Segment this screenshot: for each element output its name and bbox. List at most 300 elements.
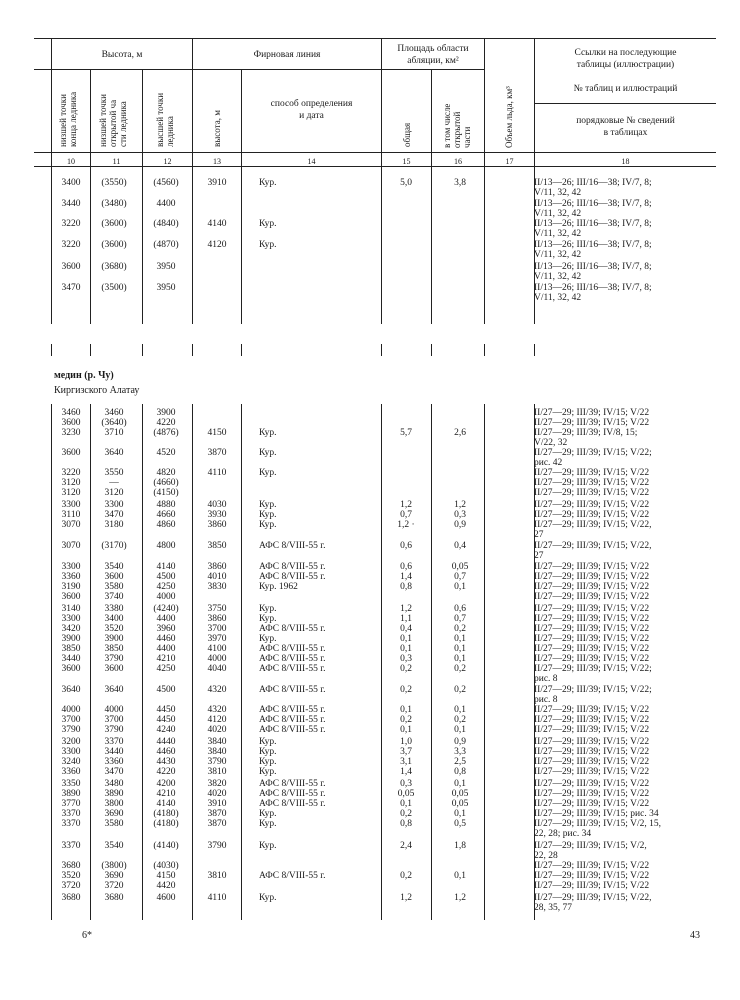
cell-f: 0,6 [400,562,412,572]
cell-a: 3370 [61,809,81,819]
body-vline [241,166,242,324]
cell-d: 3860 [207,562,227,572]
cell-r: II/13—26; III/16—38; IV/7, 8; V/11, 32, 42 [534,240,652,260]
cell-c: 3950 [156,262,176,272]
cell-d: 3860 [207,520,227,530]
cell-r: II/27—29; III/39; IV/15; V/22 [534,871,650,881]
firn-method-header: способ определения и дата [270,99,353,121]
cell-e: АФС 8/VIII-55 г. [259,541,326,551]
body-vline [431,166,432,324]
cell-d: 3700 [207,624,227,634]
cell-c: 4210 [156,654,176,664]
cell-b: 3600 [104,664,124,674]
column-number: 17 [505,157,514,166]
cell-b: — [109,478,119,488]
cell-b: 3790 [104,654,124,664]
cell-e: Кур. 1962 [259,582,298,592]
cell-r: II/27—29; III/39; IV/15; V/22 [534,799,650,809]
cell-g: 0,9 [454,520,466,530]
cell-g: 0,1 [454,809,466,819]
cell-b: 3790 [104,725,124,735]
cell-d: 3910 [207,178,227,188]
cell-r: II/27—29; III/39; IV/15; V/22 [534,715,650,725]
cell-a: 3370 [61,819,81,829]
cell-a: 3790 [61,725,81,735]
cell-c: 4520 [156,448,176,458]
cell-a: 3230 [61,428,81,438]
cell-a: 3070 [61,520,81,530]
cell-f: 2,4 [400,841,412,851]
cell-a: 3070 [61,541,81,551]
cell-g: 1,2 [454,500,466,510]
cell-b: (3500) [101,283,127,293]
body-vline [484,166,485,324]
cell-g: 0,1 [454,644,466,654]
body-vline [192,404,193,920]
cell-b: 3300 [104,500,124,510]
firn-height-header: высота, м [212,110,222,147]
cell-e: Кур. [259,500,277,510]
cell-d: 3840 [207,747,227,757]
cell-c: (4560) [153,178,179,188]
header-vline [90,69,91,166]
cell-d: 4000 [207,654,227,664]
cell-c: 4200 [156,779,176,789]
cell-a: 3220 [61,219,81,229]
area-total-header: общая [402,122,412,147]
header-number-rule [34,152,716,153]
cell-a: 3190 [61,582,81,592]
cell-r: II/27—29; III/39; IV/15; V/22, 27 [534,541,652,561]
cell-g: 0,2 [454,685,466,695]
cell-r: II/27—29; III/39; IV/15; V/22 [534,500,650,510]
cell-r: II/27—29; III/39; IV/15; V/22 [534,408,650,418]
cell-c: 4500 [156,572,176,582]
cell-a: 3120 [61,488,81,498]
page-number: 43 [690,930,700,941]
cell-r: II/27—29; III/39; IV/15; V/22 [534,725,650,735]
cell-d: 3810 [207,871,227,881]
column-number: 11 [112,157,121,166]
cell-a: 3600 [61,592,81,602]
cell-d: 4020 [207,725,227,735]
footer-left: 6* [82,930,92,941]
cell-b: 3550 [104,468,124,478]
cell-a: 3300 [61,747,81,757]
cell-c: 4140 [156,799,176,809]
cell-g: 1,2 [454,893,466,903]
cell-b: 3800 [104,799,124,809]
cell-e: Кур. [259,614,277,624]
cell-d: 3870 [207,809,227,819]
cell-g: 0,2 [454,715,466,725]
cell-a: 3220 [61,468,81,478]
cell-a: 3600 [61,448,81,458]
cell-c: 4430 [156,757,176,767]
cell-d: 3930 [207,510,227,520]
cell-e: Кур. [259,737,277,747]
cell-c: 4000 [156,592,176,602]
cell-a: 3680 [61,861,81,871]
cell-a: 3300 [61,614,81,624]
refs-group-header: Ссылки на последующие таблицы (иллюстрации) [574,48,677,70]
cell-r: II/13—26; III/16—38; IV/7, 8; V/11, 32, 42 [534,199,652,219]
cell-c: (4840) [153,219,179,229]
cell-g: 0,4 [454,541,466,551]
cell-f: 0,3 [400,654,412,664]
cell-r: II/27—29; III/39; IV/15; V/22 [534,705,650,715]
cell-b: 3400 [104,614,124,624]
height-group-header: Высота, м [101,50,143,60]
cell-f: 0,4 [400,624,412,634]
cell-b: 3460 [104,408,124,418]
cell-f: 0,6 [400,541,412,551]
body-vline [51,404,52,920]
cell-b: 3680 [104,893,124,903]
cell-a: 3890 [61,789,81,799]
cell-d: 4040 [207,664,227,674]
cell-d: 4100 [207,644,227,654]
cell-e: Кур. [259,841,277,851]
cell-d: 4110 [207,893,227,903]
cell-c: 4600 [156,893,176,903]
cell-b: 3120 [104,488,124,498]
cell-f: 0,2 [400,685,412,695]
cell-b: (3680) [101,262,127,272]
cell-c: 4440 [156,737,176,747]
cell-b: 3740 [104,592,124,602]
cell-g: 2,5 [454,757,466,767]
cell-r: II/27—29; III/39; IV/15; V/22 [534,510,650,520]
column-number: 18 [621,157,630,166]
column-number: 15 [402,157,411,166]
cell-e: Кур. [259,468,277,478]
cell-f: 1,1 [400,614,412,624]
cell-b: 4000 [104,705,124,715]
cell-r: II/27—29; III/39; IV/15; V/22 [534,582,650,592]
cell-c: (4876) [153,428,179,438]
cell-b: 3380 [104,604,124,614]
cell-g: 0,1 [454,725,466,735]
cell-b: 3580 [104,582,124,592]
cell-e: АФС 8/VIII-55 г. [259,871,326,881]
cell-c: 4460 [156,747,176,757]
cell-b: 3540 [104,841,124,851]
cell-c: 4250 [156,664,176,674]
cell-c: 4880 [156,500,176,510]
cell-r: II/27—29; III/39; IV/15; V/22 [534,468,650,478]
cell-e: АФС 8/VIII-55 г. [259,705,326,715]
cell-f: 1,4 [400,572,412,582]
cell-b: 3640 [104,685,124,695]
cell-d: 3850 [207,541,227,551]
cell-c: 4400 [156,614,176,624]
cell-a: 3420 [61,624,81,634]
cell-f: 0,8 [400,582,412,592]
cell-f: 0,1 [400,644,412,654]
cell-c: 3900 [156,408,176,418]
block-tick [534,344,535,356]
cell-g: 0,7 [454,572,466,582]
cell-e: Кур. [259,757,277,767]
cell-d: 4150 [207,428,227,438]
column-number: 13 [213,157,221,166]
cell-f: 3,7 [400,747,412,757]
cell-d: 3820 [207,779,227,789]
cell-c: 3950 [156,283,176,293]
cell-e: Кур. [259,428,277,438]
cell-d: 4320 [207,705,227,715]
cell-e: Кур. [259,520,277,530]
cell-g: 0,3 [454,510,466,520]
cell-g: 0,9 [454,737,466,747]
cell-g: 0,1 [454,654,466,664]
cell-d: 4320 [207,685,227,695]
cell-b: (3170) [101,541,127,551]
cell-b: 3580 [104,819,124,829]
header-vline [142,69,143,166]
cell-a: 3770 [61,799,81,809]
cell-d: 4140 [207,219,227,229]
cell-e: АФС 8/VIII-55 г. [259,572,326,582]
header-subgroup-rule [34,69,484,70]
cell-g: 0,2 [454,664,466,674]
cell-a: 3120 [61,478,81,488]
cell-e: АФС 8/VIII-55 г. [259,644,326,654]
volume-header: Объем льда, км³ [504,86,514,148]
column-number: 10 [67,157,75,166]
body-vline [431,404,432,920]
cell-f: 0,1 [400,725,412,735]
cell-a: 3220 [61,240,81,250]
cell-a: 3470 [61,283,81,293]
cell-b: 3370 [104,737,124,747]
cell-a: 3700 [61,715,81,725]
cell-e: АФС 8/VIII-55 г. [259,562,326,572]
cell-a: 3360 [61,572,81,582]
firn-group-header: Фирновая линия [253,50,321,60]
cell-r: II/27—29; III/39; IV/15; V/2, 15, 22, 28; рис. 34 [534,819,662,839]
cell-c: (4660) [153,478,179,488]
cell-b: 3900 [104,634,124,644]
cell-f: 1,2 [400,604,412,614]
cell-a: 3600 [61,262,81,272]
cell-r: II/27—29; III/39; IV/15; V/22 [534,644,650,654]
cell-e: Кур. [259,448,277,458]
header-vline [431,69,432,166]
cell-a: 3110 [61,510,81,520]
cell-b: 3360 [104,757,124,767]
cell-r: II/27—29; III/39; IV/15; V/22 [534,767,650,777]
cell-e: АФС 8/VIII-55 г. [259,779,326,789]
cell-d: 3860 [207,614,227,624]
cell-e: АФС 8/VIII-55 г. [259,725,326,735]
cell-c: 3960 [156,624,176,634]
cell-e: Кур. [259,819,277,829]
cell-r: II/27—29; III/39; IV/8, 15; V/22, 32 [534,428,638,448]
cell-d: 3790 [207,757,227,767]
body-vline [484,404,485,920]
cell-b: 3470 [104,767,124,777]
cell-f: 0,1 [400,799,412,809]
cell-d: 3970 [207,634,227,644]
cell-a: 3520 [61,871,81,881]
cell-e: Кур. [259,240,277,250]
cell-b: 3640 [104,448,124,458]
cell-r: II/27—29; III/39; IV/15; V/22; рис. 42 [534,448,652,468]
area-open-header: в том числе открытой части [442,103,472,148]
cell-g: 0,05 [451,789,469,799]
cell-e: Кур. [259,893,277,903]
cell-b: 3480 [104,779,124,789]
cell-a: 3640 [61,685,81,695]
cell-b: (3640) [101,418,127,428]
cell-b: (3600) [101,219,127,229]
cell-c: 4250 [156,582,176,592]
cell-e: АФС 8/VIII-55 г. [259,654,326,664]
cell-e: Кур. [259,219,277,229]
cell-b: (3550) [101,178,127,188]
cell-r: II/27—29; III/39; IV/15; V/22 [534,592,650,602]
cell-b: 3440 [104,747,124,757]
cell-e: АФС 8/VIII-55 г. [259,789,326,799]
cell-b: 3700 [104,715,124,725]
cell-e: Кур. [259,604,277,614]
cell-g: 0,1 [454,582,466,592]
cell-g: 0,7 [454,614,466,624]
cell-e: Кур. [259,747,277,757]
cell-g: 0,6 [454,604,466,614]
cell-g: 0,5 [454,819,466,829]
cell-f: 1,2 [400,500,412,510]
cell-c: 4240 [156,725,176,735]
cell-g: 2,6 [454,428,466,438]
cell-r: II/13—26; III/16—38; IV/7, 8; V/11, 32, 42 [534,262,652,282]
cell-a: 4000 [61,705,81,715]
cell-f: 0,05 [397,789,415,799]
cell-d: 4120 [207,240,227,250]
cell-c: 4420 [156,881,176,891]
cell-e: Кур. [259,510,277,520]
cell-b: (3600) [101,240,127,250]
cell-c: 4400 [156,644,176,654]
cell-b: 3600 [104,572,124,582]
cell-e: Кур. [259,809,277,819]
cell-r: II/27—29; III/39; IV/15; V/22 [534,861,650,871]
cell-r: II/27—29; III/39; IV/15; V/2, 22, 28 [534,841,647,861]
cell-a: 3440 [61,654,81,664]
block-tick [90,344,91,356]
cell-c: 4820 [156,468,176,478]
h-highest-header: высшей точки ледника [155,92,175,147]
cell-e: Кур. [259,178,277,188]
cell-a: 3200 [61,737,81,747]
cell-c: (4150) [153,488,179,498]
cell-r: II/27—29; III/39; IV/15; V/22 [534,789,650,799]
body-vline [51,166,52,324]
cell-d: 3870 [207,448,227,458]
cell-a: 3300 [61,562,81,572]
cell-r: II/27—29; III/39; IV/15; V/22 [534,478,650,488]
cell-r: II/13—26; III/16—38; IV/7, 8; V/11, 32, 42 [534,178,652,198]
block-tick [241,344,242,356]
refs-mid-rule [534,103,716,104]
block-tick [51,344,52,356]
cell-r: II/27—29; III/39; IV/15; V/22 [534,654,650,664]
cell-r: II/27—29; III/39; IV/15; V/22 [534,747,650,757]
cell-d: 3910 [207,799,227,809]
cell-r: II/27—29; III/39; IV/15; рис. 34 [534,809,659,819]
h-open-header: низшей точки открытой ча сти ледника [98,94,128,147]
cell-c: 4400 [156,199,176,209]
cell-c: 4860 [156,520,176,530]
cell-e: АФС 8/VIII-55 г. [259,664,326,674]
cell-f: 1,2 · [397,520,415,530]
cell-g: 0,8 [454,767,466,777]
block-tick [192,344,193,356]
cell-r: II/27—29; III/39; IV/15; V/22 [534,488,650,498]
cell-d: 4020 [207,789,227,799]
cell-f: 0,2 [400,664,412,674]
cell-a: 3360 [61,767,81,777]
cell-g: 1,8 [454,841,466,851]
cell-b: 3690 [104,809,124,819]
cell-b: 3540 [104,562,124,572]
cell-r: II/27—29; III/39; IV/15; V/22; рис. 8 [534,685,652,705]
cell-g: 3,3 [454,747,466,757]
cell-a: 3900 [61,634,81,644]
cell-g: 3,8 [454,178,466,188]
cell-d: 4030 [207,500,227,510]
body-vline [241,404,242,920]
cell-c: 4220 [156,767,176,777]
cell-r: II/27—29; III/39; IV/15; V/22 [534,779,650,789]
cell-d: 3790 [207,841,227,851]
cell-a: 3680 [61,893,81,903]
column-number: 12 [163,157,172,166]
cell-c: 4500 [156,685,176,695]
cell-e: АФС 8/VIII-55 г. [259,799,326,809]
cell-e: Кур. [259,767,277,777]
cell-c: (4240) [153,604,179,614]
cell-r: II/27—29; III/39; IV/15; V/22 [534,614,650,624]
cell-g: 0,2 [454,624,466,634]
cell-f: 1,2 [400,893,412,903]
cell-a: 3850 [61,644,81,654]
cell-a: 3460 [61,408,81,418]
cell-a: 3140 [61,604,81,614]
cell-r: II/27—29; III/39; IV/15; V/22 [534,757,650,767]
cell-d: 4010 [207,572,227,582]
cell-c: 4800 [156,541,176,551]
cell-f: 0,8 [400,819,412,829]
cell-f: 0,2 [400,809,412,819]
cell-r: II/27—29; III/39; IV/15; V/22 [534,572,650,582]
cell-r: II/27—29; III/39; IV/15; V/22, 28, 35, 77 [534,893,652,913]
cell-b: 3850 [104,644,124,654]
cell-g: 0,05 [451,799,469,809]
cell-r: II/27—29; III/39; IV/15; V/22 [534,418,650,428]
cell-g: 0,05 [451,562,469,572]
cell-b: 3710 [104,428,124,438]
cell-r: II/27—29; III/39; IV/15; V/22, 27 [534,520,652,540]
cell-c: 4660 [156,510,176,520]
body-vline [381,404,382,920]
cell-c: 4140 [156,562,176,572]
cell-d: 3840 [207,737,227,747]
cell-g: 0,1 [454,871,466,881]
cell-a: 3600 [61,664,81,674]
